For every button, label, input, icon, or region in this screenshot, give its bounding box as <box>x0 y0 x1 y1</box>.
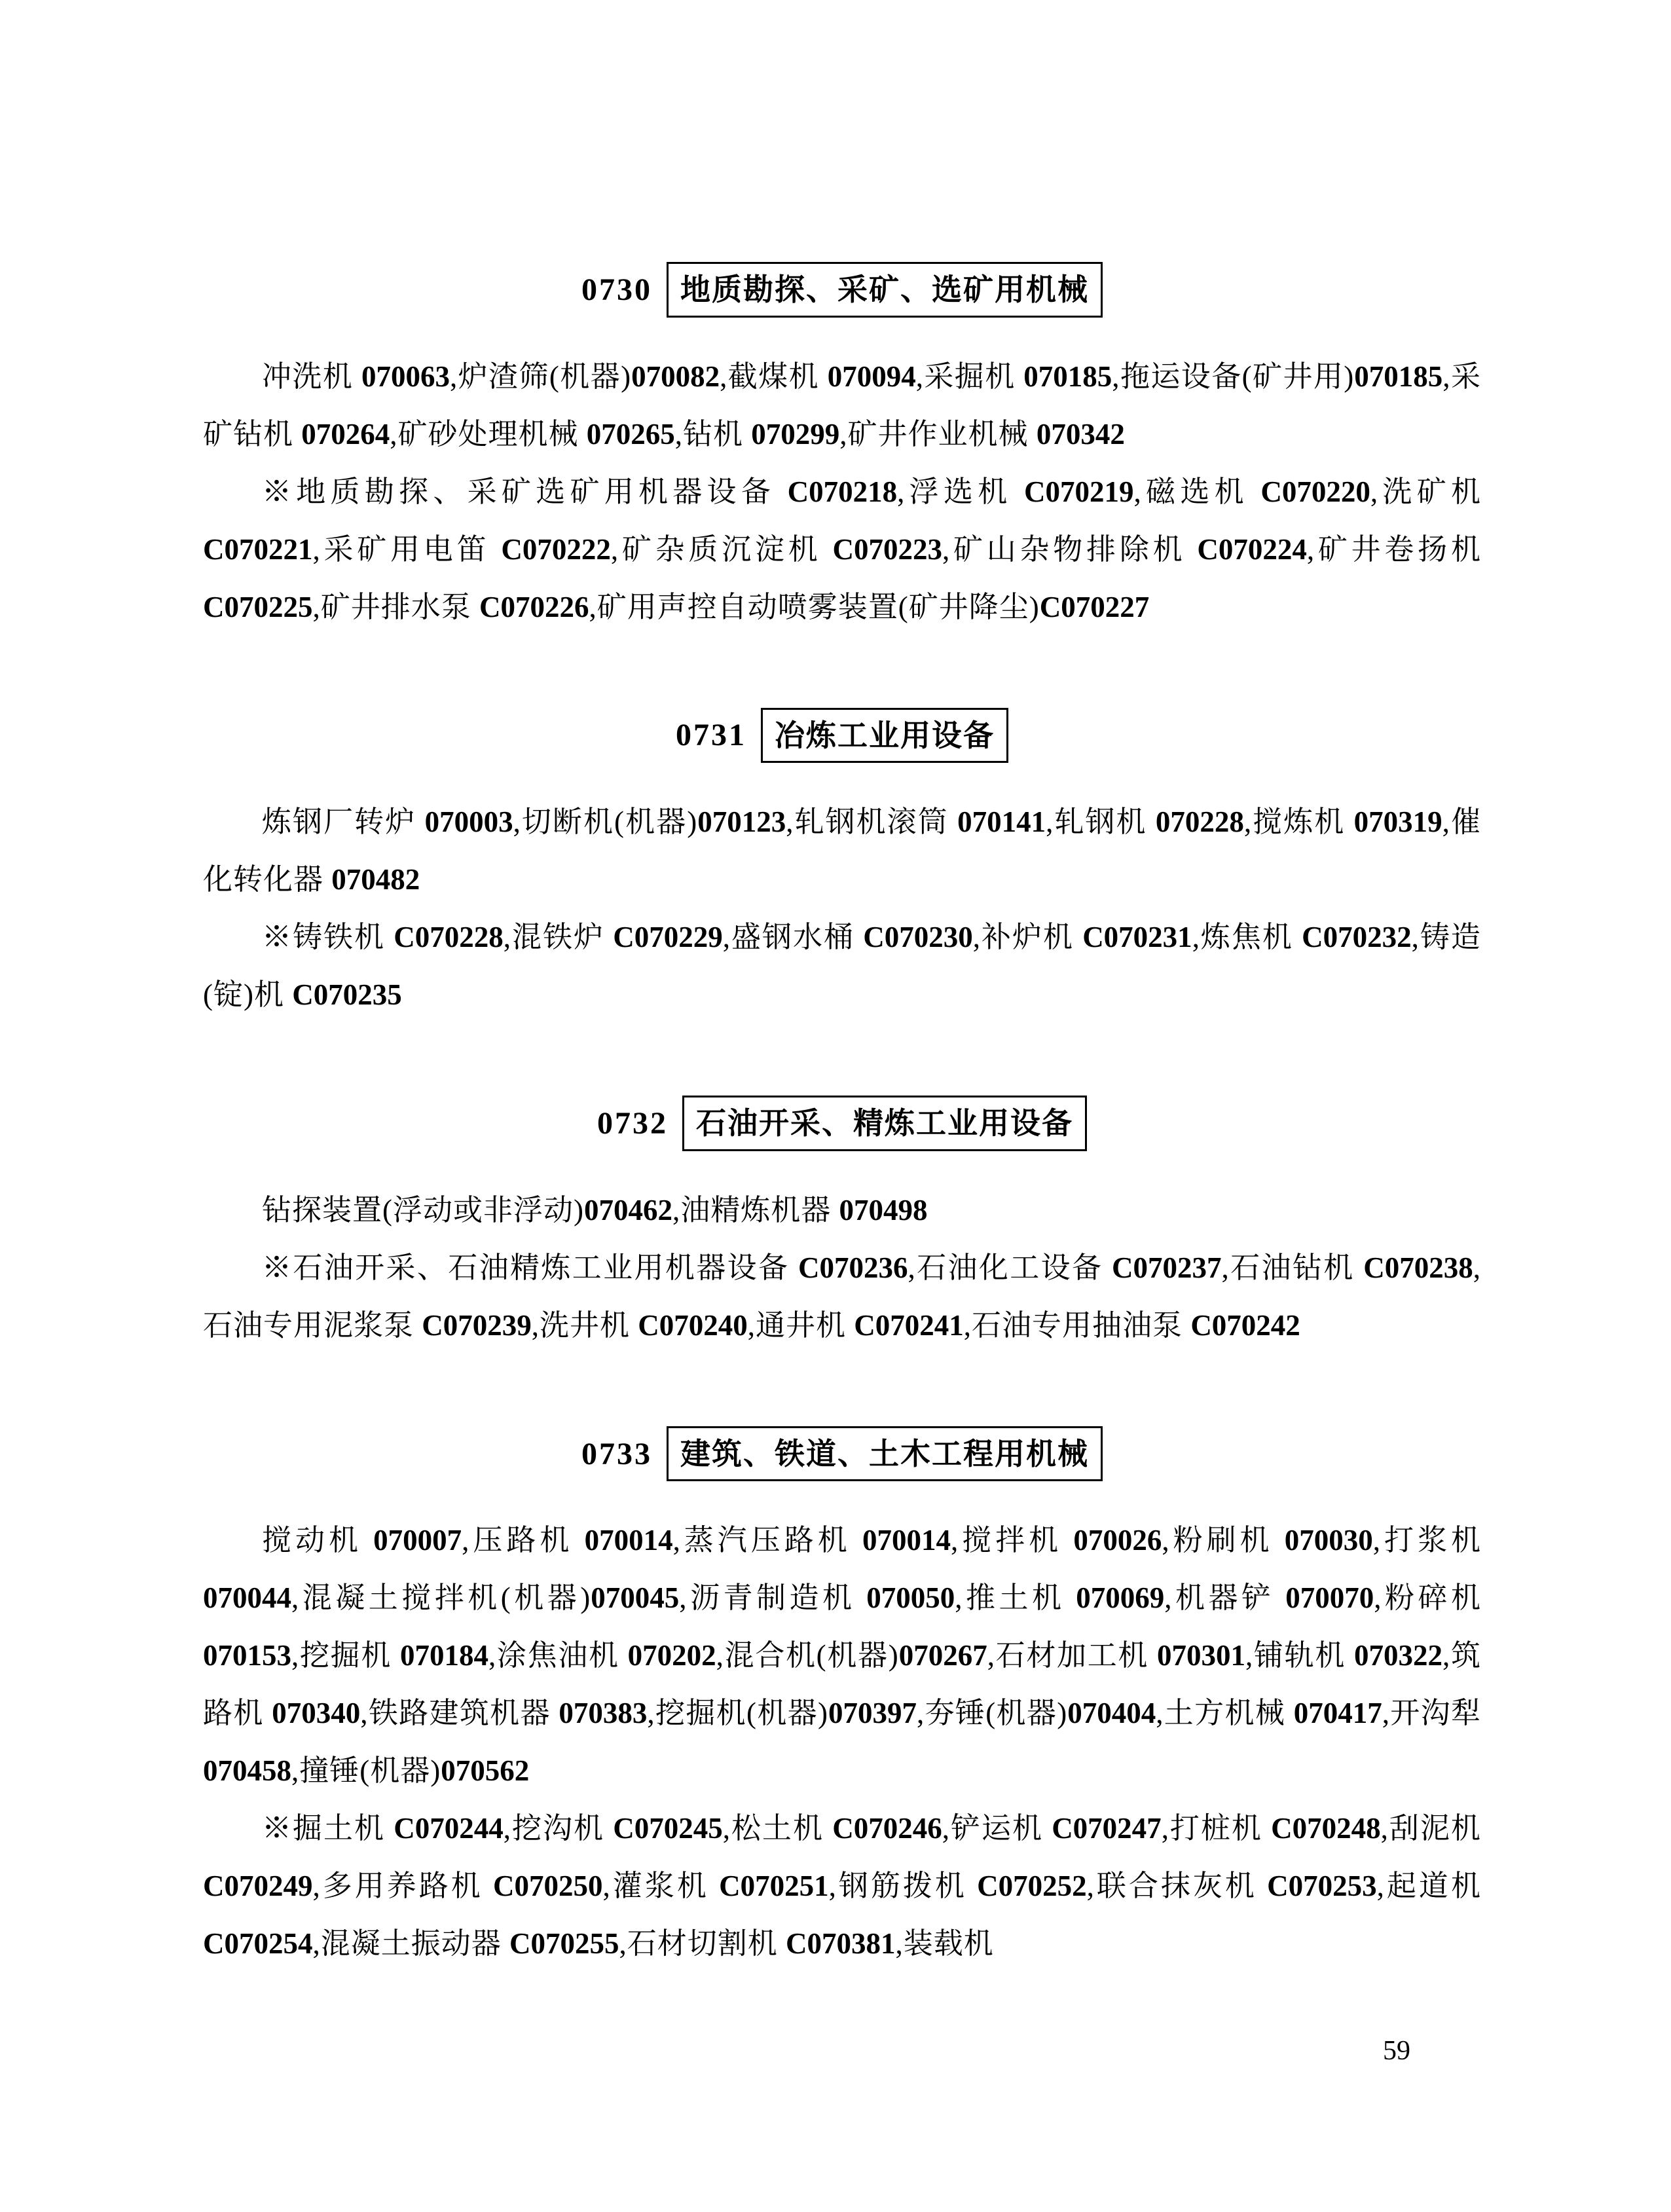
section-title: 石油开采、精炼工业用设备 <box>696 1106 1073 1141</box>
section-0731 <box>203 708 1481 1024</box>
section-0732 <box>203 1096 1481 1354</box>
paragraph: 炼钢厂转炉 070003,切断机(机器)070123,轧钢机滚筒 070141,轧钢机 070228,搅炼机 070319,催化转化器 070482 <box>203 805 1481 896</box>
section-header <box>203 262 1481 318</box>
paragraph: ※掘土机 C070244,挖沟机 C070245,松土机 C070246,铲运机 C070247,打桩机 C070248,刮泥机 C070249,多用养路机 C070250,灌浆机 C070251,钢筋拨机 C070252,联合抹灰机 C070253,起道机 C070254,混凝土振动器 C070255,石材切割机 C070381,装载机 <box>203 1812 1481 1961</box>
section-code: 0732 <box>597 1105 668 1141</box>
section-title: 建筑、铁道、土木工程用机械 <box>680 1436 1089 1471</box>
section-header <box>203 708 1481 764</box>
paragraph: ※石油开采、石油精炼工业用机器设备 C070236,石油化工设备 C070237,石油钻机 C070238,石油专用泥浆泵 C070239,洗井机 C070240,通井机 C070241,石油专用抽油泵 C070242 <box>203 1251 1481 1342</box>
section-code: 0733 <box>581 1436 652 1471</box>
section-0733 <box>203 1426 1481 1973</box>
section-title-box <box>667 1426 1103 1482</box>
paragraph: 冲洗机 070063,炉渣筛(机器)070082,截煤机 070094,采掘机 070185,拖运设备(矿井用)070185,采矿钻机 070264,矿砂处理机械 070265,钻机 070299,矿井作业机械 070342 <box>203 359 1481 451</box>
section-header <box>203 1096 1481 1151</box>
section-code: 0731 <box>676 718 746 753</box>
section-header <box>203 1426 1481 1482</box>
paragraph: ※铸铁机 C070228,混铁炉 C070229,盛钢水桶 C070230,补炉机 C070231,炼焦机 C070232,铸造(锭)机 C070235 <box>203 921 1481 1012</box>
section-title: 地质勘探、采矿、选矿用机械 <box>680 272 1089 306</box>
section-code: 0730 <box>581 272 652 307</box>
paragraph: ※地质勘探、采矿选矿用机器设备 C070218,浮选机 C070219,磁选机 C070220,洗矿机 C070221,采矿用电笛 C070222,矿杂质沉淀机 C070223,矿山杂物排除机 C070224,矿井卷扬机 C070225,矿井排水泵 C070226,矿用声控自动喷雾装置(矿井降尘)C070227 <box>203 475 1481 623</box>
paragraph: 搅动机 070007,压路机 070014,蒸汽压路机 070014,搅拌机 070026,粉刷机 070030,打浆机 070044,混凝土搅拌机(机器)070045,沥青制造机 070050,推土机 070069,机器铲 070070,粉碎机 070153,挖掘机 070184,涂焦油机 070202,混合机(机器)070267,石材加工机 070301,铺轨机 070322,筑路机 070340,铁路建筑机器 070383,挖掘机(机器)070397,夯锤(机器)070404,土方机械 070417,开沟犁 070458,撞锤(机器)070562 <box>203 1524 1481 1788</box>
section-title-box <box>667 262 1103 318</box>
paragraph: 钻探装置(浮动或非浮动)070462,油精炼机器 070498 <box>262 1193 928 1226</box>
page-number: 59 <box>1383 2036 1410 2066</box>
section-title-box <box>682 1096 1087 1151</box>
section-title: 冶炼工业用设备 <box>775 718 995 752</box>
section-title-box <box>761 708 1008 764</box>
content-area <box>203 262 1481 2044</box>
section-0730 <box>203 262 1481 636</box>
